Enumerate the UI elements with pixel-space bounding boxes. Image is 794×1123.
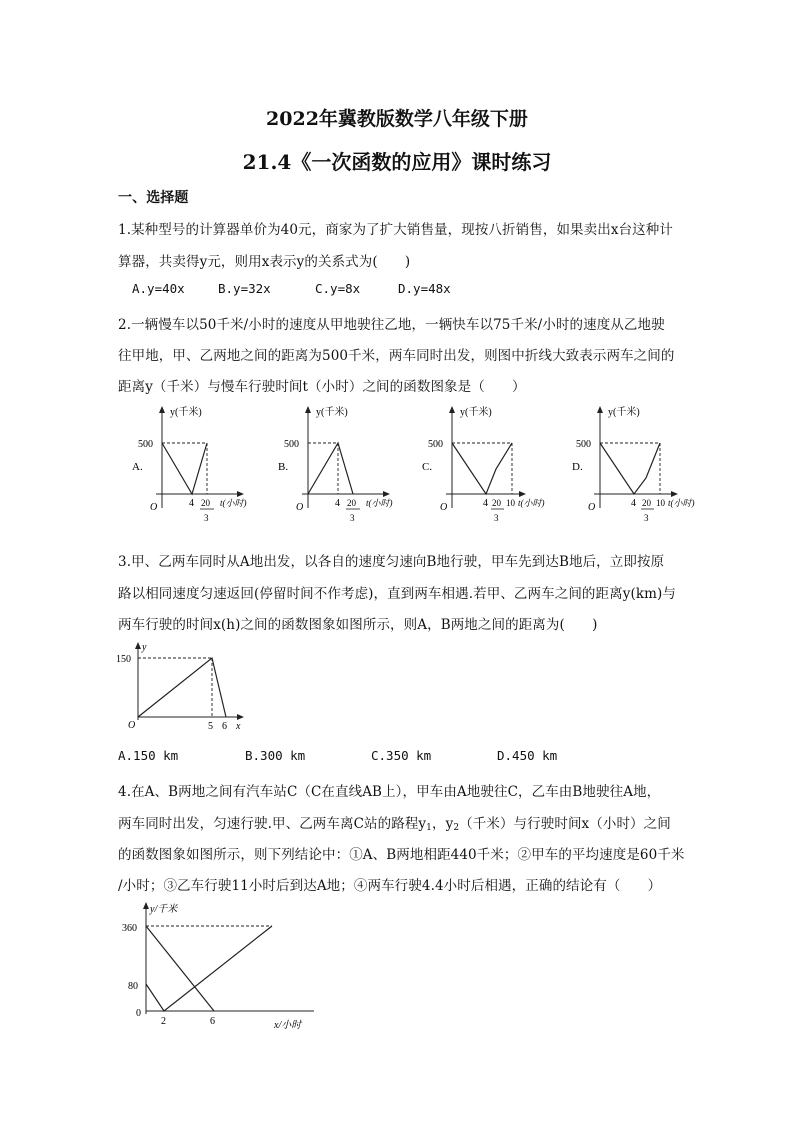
q3-text-line1: 3.甲、乙两车同时从A地出发，以各自的速度匀速向B地行驶，甲车先到达B地后，立即按原 (118, 554, 665, 570)
q1-option-c: C.y=8x (315, 281, 361, 296)
q4-text-line1: 4.在A、B两地之间有汽车站C（C在直线AB上），甲车由A地驶往C，乙车由B地驶往A地， (118, 784, 661, 800)
q3-graph-line (138, 658, 226, 717)
q2-graph-d-line (600, 443, 660, 494)
q2-graph-c-xtick1: 4 (483, 498, 488, 509)
q2-graph-b-line (308, 443, 353, 494)
q2-graph-b-xlabel: t(小时) (366, 498, 393, 508)
q4-text-line2-part3: （千米）与行驶时间x（小时）之间 (459, 816, 671, 832)
q4-graph-origin: 0 (136, 1008, 141, 1019)
q2-graph-a-letter: A. (132, 461, 143, 473)
q4-graph-ylabel: y/千米 (150, 904, 178, 915)
q2-graph-a (122, 402, 262, 530)
q3-graph-xtick1: 5 (208, 721, 213, 732)
q2-graph-b-frac-den: 3 (350, 513, 355, 523)
q1-text-line2: 算器，共卖得y元，则用x表示y的关系式为( ) (118, 254, 411, 270)
q2-graph-d-xtick2: 10 (656, 498, 665, 508)
q3-graph-origin: O (128, 720, 136, 731)
q2-graph-d-letter: D. (572, 461, 583, 473)
q2-graph-a-origin: O (150, 502, 158, 513)
q2-graph-a-ylabel: y(千米) (170, 407, 202, 418)
q2-graph-c-xlabel: t(小时) (518, 498, 545, 508)
q3-option-a: A.150 km (118, 748, 179, 763)
q2-graph-a-line (162, 443, 207, 494)
q2-graph-c-ylabel: y(千米) (460, 407, 492, 418)
q3-text-line3: 两车行驶的时间x(h)之间的函数图象如图所示，则A，B两地之间的距离为( ) (118, 617, 598, 633)
q1-option-b: B.y=32x (218, 281, 271, 296)
q1-option-d: D.y=48x (398, 281, 451, 296)
q2-graph-b (268, 402, 408, 530)
q3-option-c: C.350 km (371, 748, 432, 763)
q2-graph-a-xtick1: 4 (189, 498, 194, 509)
q2-graph-d-xtick1: 4 (631, 498, 636, 509)
q2-graph-d-xlabel: t(小时) (668, 498, 695, 508)
q2-text-line3: 距离y（千米）与慢车行驶时间t（小时）之间的函数图象是（ ） (118, 379, 526, 395)
q2-graph-a-xlabel: t(小时) (220, 498, 247, 508)
q3-option-d: D.450 km (497, 748, 558, 763)
q2-graph-b-xtick1: 4 (335, 498, 340, 509)
q1-option-a: A.y=40x (132, 281, 185, 296)
q4-graph-xtick-2: 2 (161, 1016, 166, 1027)
q4-text-line4: /小时；③乙车行驶11小时后到达A地；④两车行驶4.4小时后相遇，正确的结论有（ ） (118, 878, 662, 894)
q4-text-line2-part2: ，y (431, 816, 454, 832)
q4-text-line2 (118, 812, 671, 833)
q2-graph-c-frac-den: 3 (494, 513, 499, 523)
q4-graph-xlabel: x/小时 (274, 1020, 302, 1031)
q2-graph-a-frac-num: 20 (201, 498, 210, 508)
q2-graph-d (556, 402, 706, 530)
q4-graph-ytick-80: 80 (128, 981, 138, 992)
q1-text-line1: 1.某种型号的计算器单价为40元，商家为了扩大销售量，现按八折销售，如果卖出x台这种计 (118, 222, 673, 238)
q3-text-line2: 路以相同速度匀速返回(停留时间不作考虑)，直到两车相遇.若甲、乙两车之间的距离y(km)与 (118, 586, 676, 602)
document-subtitle: 21.4《一次函数的应用》课时练习 (242, 150, 552, 174)
q2-graph-d-ytick: 500 (576, 439, 591, 450)
q4-text-line2-part1: 两车同时出发，匀速行驶.甲、乙两车离C站的路程y (118, 816, 427, 832)
q2-graph-c-ytick: 500 (428, 439, 443, 450)
q2-graph-b-letter: B. (278, 461, 289, 473)
q2-graph-a-frac-den: 3 (204, 513, 209, 523)
q4-graph-line-y2 (146, 926, 272, 1011)
q2-text-line2: 往甲地，甲、乙两地之间的距离为500千米，两车同时出发，则图中折线大致表示两车之间的 (118, 348, 675, 364)
q4-graph-xtick-6: 6 (210, 1016, 215, 1027)
q4-graph-ytick-360: 360 (122, 923, 137, 934)
q2-graph-d-frac-num: 20 (642, 498, 651, 508)
q3-option-b: B.300 km (245, 748, 306, 763)
q4-text-line3: 的函数图象如图所示，则下列结论中：①A、B两地相距440千米；②甲车的平均速度是60千米 (118, 847, 685, 863)
q2-graph-d-ylabel: y(千米) (608, 407, 640, 418)
q3-graph-ytick: 150 (116, 654, 131, 665)
q2-graph-c-letter: C. (422, 461, 433, 473)
q2-graph-b-ytick: 500 (284, 439, 299, 450)
q3-graph-xtick2: 6 (222, 721, 227, 732)
q2-graph-d-frac-den: 3 (644, 513, 649, 523)
q3-graph-ylabel: y (142, 642, 147, 653)
q4-subscript-2: 2 (453, 823, 460, 833)
q3-graph (112, 638, 262, 734)
q2-graph-c-origin: O (440, 502, 448, 513)
document-title: 2022年冀教版数学八年级下册 (266, 108, 528, 130)
q2-graph-c-xtick2: 10 (506, 498, 515, 508)
q4-subscript-1: 1 (426, 823, 432, 833)
q2-text-line1: 2.一辆慢车以50千米/小时的速度从甲地驶往乙地，一辆快车以75千米/小时的速度从乙地驶 (118, 317, 665, 333)
q2-graph-b-origin: O (296, 502, 304, 513)
q2-graph-b-frac-num: 20 (347, 498, 356, 508)
q2-graph-c (412, 402, 552, 530)
q2-graph-b-ylabel: y(千米) (316, 407, 348, 418)
q2-graph-c-line (452, 443, 512, 494)
q2-graph-d-origin: O (588, 502, 596, 513)
q3-graph-xlabel: x (236, 721, 241, 732)
q2-graph-a-ytick: 500 (138, 439, 153, 450)
q2-graph-c-frac-num: 20 (492, 498, 501, 508)
section-heading: 一、选择题 (118, 190, 189, 206)
q4-graph (120, 898, 330, 1038)
